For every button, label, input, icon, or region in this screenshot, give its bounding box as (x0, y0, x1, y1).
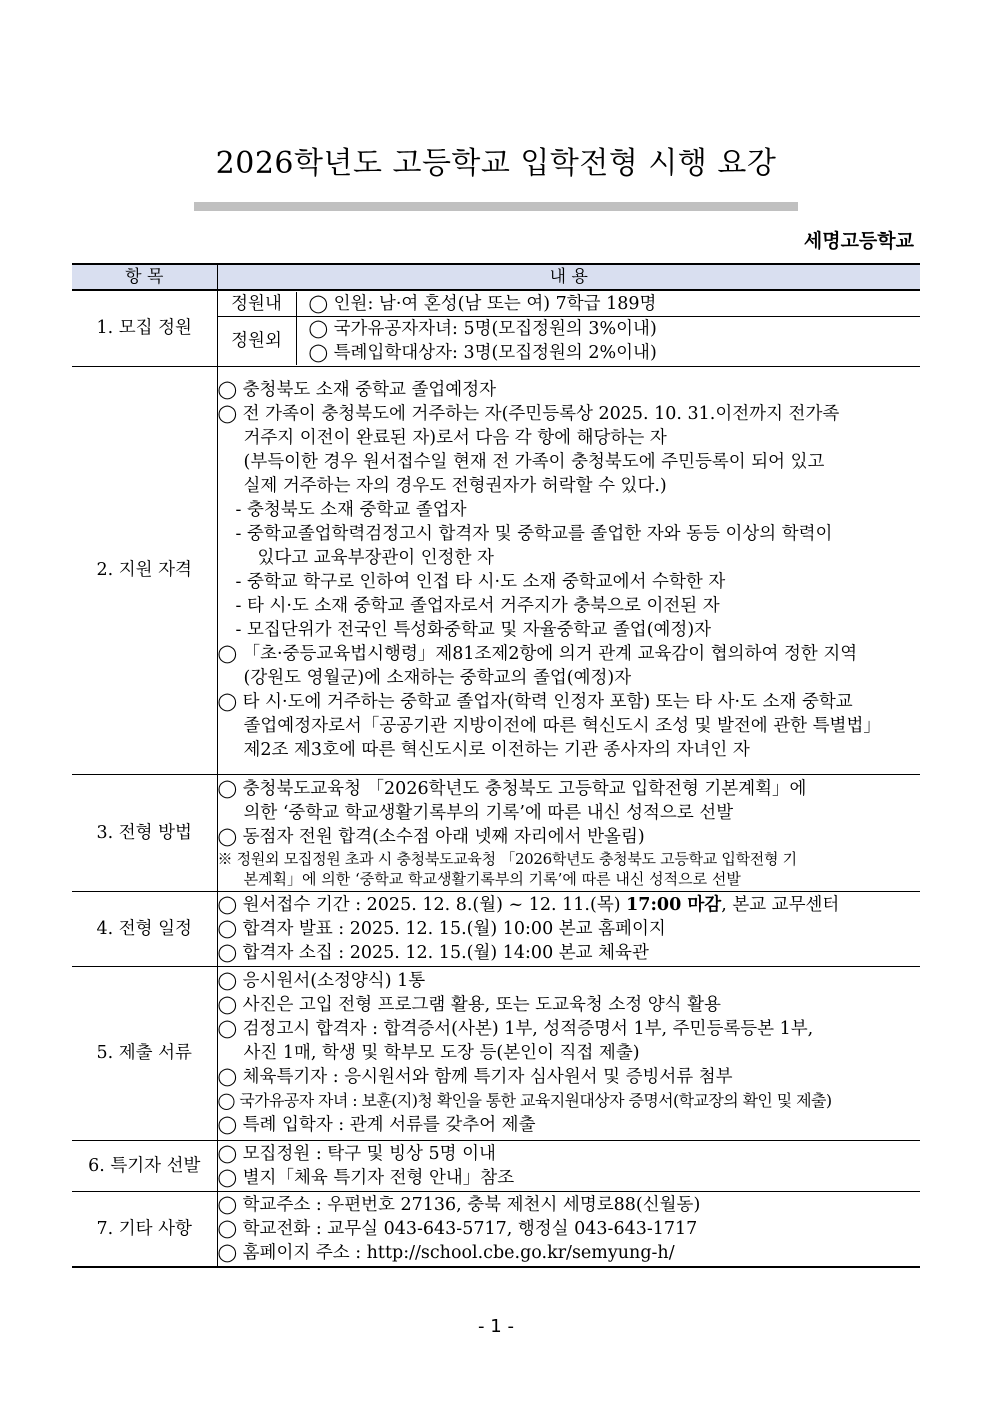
list-item-continued: 의한 ‘중학교 학교생활기록부의 기록’에 따른 내신 성적으로 선발 (243, 802, 734, 823)
table-row-other (72, 1191, 920, 1267)
list-item-continued: 실제 거주하는 자의 경우도 전형권자가 허락할 수 있다.) (243, 476, 667, 496)
header-item: 항 목 (72, 264, 217, 290)
list-item: ◯ 국가유공자 자녀 : 보훈(지)청 확인을 통한 교육지원대상자 증명서(학교장의 확인 및 제출) (217, 1091, 832, 1110)
sub-value (296, 292, 920, 317)
row-label: 4. 전형 일정 (72, 891, 217, 966)
table-row-schedule (72, 891, 920, 966)
row-label: 5. 제출 서류 (72, 966, 217, 1140)
list-item: ◯ 학교주소 : 우편번호 27136, 충북 제천시 세명로88(신월동) (217, 1194, 701, 1215)
sub-list-item: - 중학교졸업학력검정고시 합격자 및 중학교를 졸업한 자와 동등 이상의 학력이 (235, 524, 833, 544)
sub-list-item: - 중학교 학구로 인하여 인접 타 시·도 소재 중학교에서 수학한 자 (235, 572, 726, 592)
quota-subtable (218, 292, 921, 365)
list-item: ◯ 충청북도 소재 중학교 졸업예정자 (217, 380, 497, 400)
row-label: 1. 모집 정원 (72, 290, 217, 366)
row-content (217, 1191, 920, 1267)
sub-list-item-continued: 있다고 교육부장관이 인정한 자 (257, 548, 494, 568)
admission-guide-table (72, 263, 920, 1268)
sub-key: 정원내 (218, 292, 297, 317)
row-label: 7. 기타 사항 (72, 1191, 217, 1267)
schedule-text: ◯ 원서접수 기간 : 2025. 12. 8.(월) ~ 12. 11.(목) (217, 894, 627, 915)
table-row-documents (72, 966, 920, 1140)
list-item-continued: 사진 1매, 학생 및 학부모 도장 등(본인이 직접 제출) (243, 1043, 640, 1063)
sub-key: 정원외 (218, 316, 297, 365)
table-row-quota (72, 290, 920, 366)
header-content: 내 용 (217, 264, 920, 290)
page-number: - 1 - (478, 1316, 514, 1337)
document-title: 2026학년도 고등학교 입학전형 시행 요강 (215, 146, 777, 181)
note-text-continued: 본계획」에 의한 ‘중학교 학교생활기록부의 기록’에 따른 내신 성적으로 선발 (243, 869, 741, 888)
list-item-continued: (강원도 영월군)에 소재하는 중학교의 졸업(예정)자 (243, 668, 632, 688)
row-label: 2. 지원 자격 (72, 366, 217, 774)
list-item: ◯ 학교전화 : 교무실 043-643-5717, 행정실 043-643-1717 (217, 1218, 698, 1239)
sub-list-item: - 모집단위가 전국인 특성화중학교 및 자율중학교 졸업(예정)자 (235, 620, 712, 640)
row-label: 3. 전형 방법 (72, 774, 217, 891)
sub-row-out-quota (218, 316, 921, 365)
list-item: ◯ 특례 입학자 : 관계 서류를 갖추어 제출 (217, 1115, 536, 1135)
list-item-continued: 제2조 제3호에 따른 혁신도시로 이전하는 기관 종사자의 자녀인 자 (243, 740, 750, 760)
row-content (217, 966, 920, 1140)
list-item: ◯ 홈페이지 주소 : http://school.cbe.go.kr/semyung-h/ (217, 1242, 675, 1263)
deadline-text: 17:00 마감 (626, 894, 722, 915)
row-content (217, 774, 920, 891)
list-item-continued: 거주지 이전이 완료된 자)로서 다음 각 항에 해당하는 자 (243, 428, 667, 448)
list-item: ◯ 응시원서(소정양식) 1통 (217, 971, 426, 991)
row-content (217, 891, 920, 966)
sub-list-item: - 타 시·도 소재 중학교 졸업자로서 거주지가 충북으로 이전된 자 (235, 596, 720, 616)
sub-value (296, 316, 920, 365)
table-row-special-talent (72, 1140, 920, 1191)
list-item: ◯ 국가유공자자녀: 5명(모집정원의 3%이내) (308, 318, 657, 339)
table-row-selection-method (72, 774, 920, 891)
list-item: ◯ 「초·중등교육법시행령」제81조제2항에 의거 관계 교육감이 협의하여 정한 지역 (217, 644, 858, 664)
school-name: 세명고등학교 (803, 230, 914, 252)
list-item-continued: 졸업예정자로서「공공기관 지방이전에 따른 혁신도시 조성 및 발전에 관한 특별법」 (243, 716, 881, 736)
list-item: ◯ 모집정원 : 탁구 및 빙상 5명 이내 (217, 1143, 496, 1164)
list-item: ◯ 충청북도교육청 「2026학년도 충청북도 고등학교 입학전형 기본계획」에 (217, 778, 807, 799)
list-item: ◯ 사진은 고입 전형 프로그램 활용, 또는 도교육청 소정 양식 활용 (217, 995, 721, 1015)
table-row-eligibility (72, 366, 920, 774)
row-content (217, 1140, 920, 1191)
list-item: ◯ 합격자 발표 : 2025. 12. 15.(월) 10:00 본교 홈페이지 (217, 918, 666, 939)
list-item: ◯ 합격자 소집 : 2025. 12. 15.(월) 14:00 본교 체육관 (217, 942, 649, 963)
list-item (218, 893, 921, 917)
title-underline-bar (194, 202, 798, 211)
list-item: ◯ 타 시·도에 거주하는 중학교 졸업자(학력 인정자 포함) 또는 타 사·도 소재 중학교 (217, 692, 853, 712)
list-item: ◯ 검정고시 합격자 : 합격증서(사본) 1부, 성적증명서 1부, 주민등록등본 1부, (217, 1019, 814, 1039)
list-item-continued: (부득이한 경우 원서접수일 현재 전 가족이 충청북도에 주민등록이 되어 있고 (243, 452, 825, 472)
list-item: ◯ 체육특기자 : 응시원서와 함께 특기자 심사원서 및 증빙서류 첨부 (217, 1067, 733, 1087)
list-item: ◯ 별지「체육 특기자 전형 안내」참조 (217, 1167, 515, 1188)
row-content (217, 366, 920, 774)
sub-row-in-quota (218, 292, 921, 317)
sub-list-item: - 충청북도 소재 중학교 졸업자 (235, 500, 467, 520)
list-item: ◯ 인원: 남·여 혼성(남 또는 여) 7학급 189명 (308, 293, 657, 314)
list-item: ◯ 특례입학대상자: 3명(모집정원의 2%이내) (308, 342, 657, 363)
row-label: 6. 특기자 선발 (72, 1140, 217, 1191)
table-header-row (72, 264, 920, 290)
schedule-text-tail: , 본교 교무센터 (721, 894, 840, 915)
note-text: ※ 정원외 모집정원 초과 시 충청북도교육청 「2026학년도 충청북도 고등학교 입학전형 기 (217, 849, 797, 868)
row-content (217, 290, 920, 366)
list-item: ◯ 동점자 전원 합격(소수점 아래 넷째 자리에서 반올림) (217, 826, 645, 847)
list-item: ◯ 전 가족이 충청북도에 거주하는 자(주민등록상 2025. 10. 31.이전까지 전가족 (217, 404, 840, 424)
